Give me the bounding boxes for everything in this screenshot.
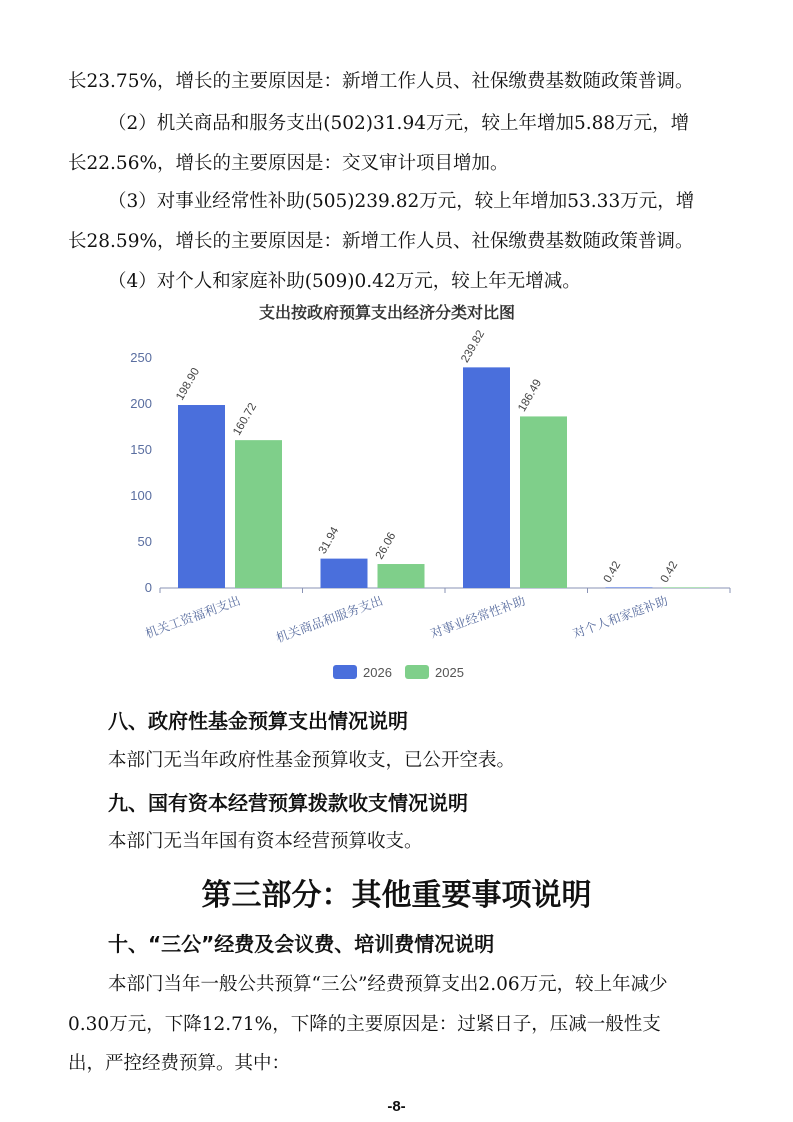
data-label: 160.72 bbox=[231, 401, 260, 438]
section-heading: 十、“三公”经费及会议费、培训费情况说明 bbox=[108, 932, 495, 956]
paragraph-line: 长28.59%，增长的主要原因是：新增工作人员、社保缴费基数随政策普调。 bbox=[68, 231, 694, 252]
bar-2025-1 bbox=[378, 564, 425, 588]
bar-2026-1 bbox=[321, 559, 368, 588]
data-label: 31.94 bbox=[316, 525, 342, 557]
data-label: 26.06 bbox=[373, 530, 399, 562]
paragraph-line: 长22.56%，增长的主要原因是：交叉审计项目增加。 bbox=[68, 153, 509, 174]
data-label: 186.49 bbox=[516, 377, 545, 414]
y-tick-label: 100 bbox=[130, 488, 152, 503]
y-tick-label: 50 bbox=[137, 534, 152, 549]
section-heading: 九、国有资本经营预算拨款收支情况说明 bbox=[108, 791, 468, 815]
section-body: 本部门无当年国有资本经营预算收支。 bbox=[108, 831, 423, 852]
category-label: 对个人和家庭补助 bbox=[570, 592, 670, 642]
y-tick-label: 0 bbox=[144, 580, 152, 595]
bar-group bbox=[174, 328, 709, 588]
y-tick-label: 200 bbox=[130, 396, 152, 411]
section-heading: 八、政府性基金预算支出情况说明 bbox=[108, 709, 408, 733]
page-number: -8- bbox=[387, 1098, 406, 1115]
bar-2026-2 bbox=[463, 367, 510, 588]
part-title: 第三部分：其他重要事项说明 bbox=[201, 878, 592, 913]
bar-2025-3 bbox=[663, 587, 710, 588]
category-label: 对事业经常性补助 bbox=[428, 592, 528, 642]
legend-label: 2026 bbox=[363, 665, 392, 680]
section-body: 本部门无当年政府性基金预算收支，已公开空表。 bbox=[108, 750, 516, 771]
y-tick-label: 250 bbox=[130, 350, 152, 365]
category-label: 机关商品和服务支出 bbox=[273, 592, 385, 646]
paragraph-line: 本部门当年一般公共预算“三公”经费预算支出2.06万元，较上年减少 bbox=[108, 974, 668, 995]
paragraph-line: 出，严控经费预算。其中： bbox=[68, 1053, 291, 1074]
paragraph-line: （3）对事业经常性补助(505)239.82万元，较上年增加53.33万元，增 bbox=[108, 191, 695, 212]
expenditure-bar-chart bbox=[90, 298, 740, 693]
paragraph-line: 长23.75%，增长的主要原因是：新增工作人员、社保缴费基数随政策普调。 bbox=[68, 71, 694, 92]
y-tick-label: 150 bbox=[130, 442, 152, 457]
paragraph-line: （4）对个人和家庭补助(509)0.42万元，较上年无增减。 bbox=[108, 271, 581, 292]
legend-swatch-2026 bbox=[333, 665, 357, 679]
legend-label: 2025 bbox=[435, 665, 464, 680]
chart-title: 支出按政府预算支出经济分类对比图 bbox=[258, 303, 516, 322]
x-axis bbox=[143, 588, 730, 645]
data-label: 0.42 bbox=[658, 559, 681, 585]
bar-2025-2 bbox=[520, 416, 567, 588]
legend-swatch-2025 bbox=[405, 665, 429, 679]
category-label: 机关工资福利支出 bbox=[143, 592, 243, 642]
bar-2025-0 bbox=[235, 440, 282, 588]
bar-2026-0 bbox=[178, 405, 225, 588]
data-label: 0.42 bbox=[601, 559, 624, 585]
data-label: 239.82 bbox=[459, 328, 488, 365]
bar-2026-3 bbox=[606, 587, 653, 588]
paragraph-line: （2）机关商品和服务支出(502)31.94万元，较上年增加5.88万元，增 bbox=[108, 113, 690, 134]
chart-legend bbox=[333, 665, 464, 680]
data-label: 198.90 bbox=[174, 366, 203, 403]
paragraph-line: 0.30万元，下降12.71%，下降的主要原因是：过紧日子，压减一般性支 bbox=[68, 1014, 661, 1035]
